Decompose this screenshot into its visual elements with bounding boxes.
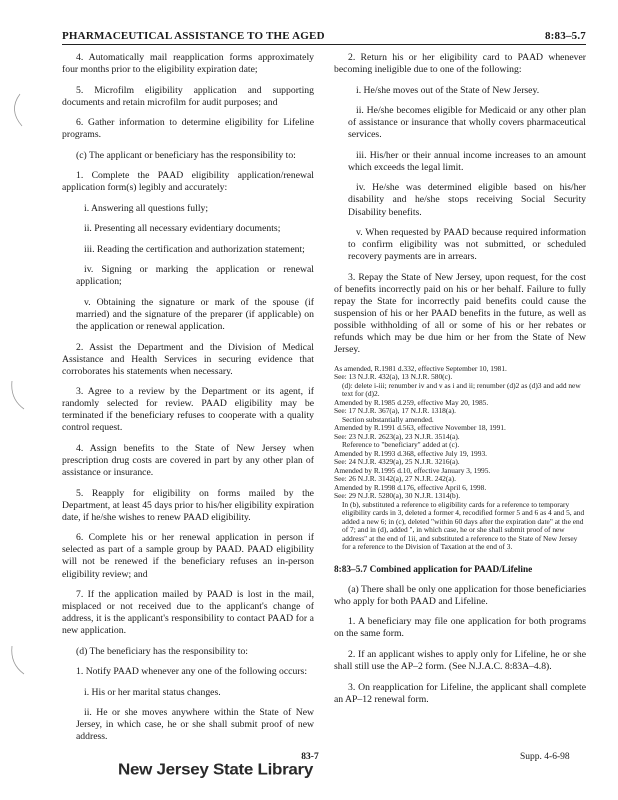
- paragraph: 5. Microfilm eligibility application and supporting documents and retain microfilm for audit purposes; and: [62, 84, 314, 108]
- binding-mark: [6, 90, 26, 130]
- history-line: See: 29 N.J.R. 5280(a), 30 N.J.R. 1314(b).: [334, 491, 461, 501]
- paragraph: 1. Notify PAAD whenever any one of the following occurs:: [76, 666, 308, 678]
- paragraph: 3. Repay the State of New Jersey, upon request, for the cost of benefits incorrectly paid on his or her behalf. Failure to fully repay the State for incorrectly paid benefits could cause the suspension of his or her PAAD benefits in the future, as well as possible withholding of all or some of his or her rebates or refunds which may be due him or her from the State of New Jersey.: [334, 271, 586, 356]
- history-line: Section substantially amended.: [342, 414, 434, 424]
- paragraph: 1. A beneficiary may file one application for both programs on the same form.: [334, 616, 586, 640]
- header-title: PHARMACEUTICAL ASSISTANCE TO THE AGED: [62, 30, 325, 42]
- left-column: [62, 52, 314, 752]
- paragraph: iii. Reading the certification and authorization statement;: [84, 243, 305, 255]
- supplement-date: Supp. 4-6-98: [520, 752, 570, 762]
- history-line: Amended by R.1995 d.10, effective January 3, 1995.: [334, 465, 491, 475]
- history-line: See: 17 N.J.R. 367(a), 17 N.J.R. 1318(a).: [334, 406, 456, 416]
- paragraph: 2. Assist the Department and the Division of Medical Assistance and Health Services in securing evidence that corroborates his statements when necessary.: [62, 341, 314, 377]
- paragraph: 3. On reapplication for Lifeline, the applicant shall complete an AP–12 renewal form.: [334, 681, 586, 705]
- history-line: See: 24 N.J.R. 4329(a), 25 N.J.R. 3216(a).: [334, 457, 460, 467]
- paragraph: ii. Presenting all necessary evidentiary documents;: [84, 223, 281, 235]
- binding-mark: [6, 640, 26, 680]
- paragraph: iv. Signing or marking the application or renewal application;: [76, 264, 314, 288]
- history-line: Amended by R.1985 d.259, effective May 20, 1985.: [334, 397, 489, 407]
- paragraph: ii. He or she moves anywhere within the State of New Jersey, in which case, he or she shall submit proof of new address.: [76, 707, 314, 743]
- paragraph: 1. Complete the PAAD eligibility application/renewal application form(s) legibly and accurately:: [62, 170, 314, 194]
- paragraph: iii. His/her or their annual income increases to an amount which exceeds the legal limit.: [348, 149, 586, 173]
- history-line: Amended by R.1998 d.176, effective April 6, 1998.: [334, 482, 487, 492]
- paragraph: 6. Complete his or her renewal application in person if selected as part of a sample group by PAAD. PAAD eligibility will not be renewed if the beneficiary refuses an in-person eligibility review; and: [62, 532, 314, 580]
- paragraph: i. Answering all questions fully;: [84, 202, 209, 214]
- paragraph: ii. He/she becomes eligible for Medicaid or any other plan of assistance or insurance that wholly covers pharmaceutical services.: [348, 105, 586, 141]
- amendment-history: [334, 365, 586, 552]
- paragraph: 4. Automatically mail reapplication forms approximately four months prior to the eligibility expiration date;: [62, 52, 314, 76]
- paragraph: i. His or her marital status changes.: [84, 686, 221, 698]
- paragraph: iv. He/she was determined eligible based on his/her disability and he/she stops receiving Social Security Disability benefits.: [348, 182, 586, 218]
- paragraph: (c) The applicant or beneficiary has the responsibility to:: [76, 149, 296, 161]
- history-line: Amended by R.1991 d.563, effective November 18, 1991.: [334, 423, 506, 433]
- paragraph: v. Obtaining the signature or mark of the spouse (if married) and the signature of the preparer (if applicable) on the application or renewal application.: [76, 296, 314, 333]
- binding-mark: [6, 375, 26, 415]
- paragraph: v. When requested by PAAD because required information to confirm eligibility was not submitted, or scheduled recovery payments are in arrears.: [348, 226, 586, 263]
- history-line: See: 26 N.J.R. 3142(a), 27 N.J.R. 242(a).: [334, 474, 456, 484]
- paragraph: 3. Agree to a review by the Department or its agent, if randomly selected for review. PAAD eligibility may be terminated if the beneficiary refuses to cooperate with a quality control request.: [62, 386, 314, 434]
- paragraph: (a) There shall be only one application for those beneficiaries who apply for both PAAD and Lifeline.: [334, 583, 586, 607]
- paragraph: 7. If the application mailed by PAAD is lost in the mail, misplaced or not received due to the applicant's change of address, it is the applicant's responsibility to contact PAAD for a new application.: [62, 589, 314, 637]
- paragraph: i. He/she moves out of the State of New Jersey.: [356, 84, 540, 96]
- history-line: See: 23 N.J.R. 2623(a), 23 N.J.R. 3514(a).: [334, 431, 460, 441]
- history-line: In (b), substituted a reference to eligibility cards for a reference to temporary eligibility cards in 3, deleted a former 4, recodified former 5 and 6 as 4 and 5, and added a new 6; in (c), deleted "within 60 days after the expiration date" at the end of 7; and in (d), added ", in which case, he or she shall submit proof of new address" at the end of 1ii, and substituted a reference to the State of New Jersey for a reference to the Division of Taxation at the end of 3.: [342, 499, 585, 552]
- history-line: (d): delete i-iii; renumber iv and v as i and ii; renumber (d)2 as (d)3 and add new text for (d)2.: [342, 380, 581, 399]
- paragraph: (d) The beneficiary has the responsibility to:: [76, 645, 248, 657]
- running-header: [62, 30, 586, 45]
- library-stamp: New Jersey State Library: [118, 761, 314, 779]
- paragraph: 2. Return his or her eligibility card to PAAD whenever becoming ineligible due to one of the following:: [334, 52, 586, 76]
- paragraph: 4. Assign benefits to the State of New Jersey when prescription drug costs are covered in part by any other plan of assistance or insurance.: [62, 442, 314, 479]
- header-section: 8:83–5.7: [544, 30, 586, 42]
- history-line: See: 13 N.J.R. 432(a), 13 N.J.R. 580(c).: [334, 372, 453, 382]
- history-line: Reference to "beneficiary" added at (c).: [342, 440, 460, 450]
- right-column: [334, 52, 586, 714]
- history-line: Amended by R.1993 d.368, effective July 19, 1993.: [334, 448, 487, 458]
- section-heading: 8:83–5.7 Combined application for PAAD/Lifeline: [334, 564, 533, 575]
- paragraph: 6. Gather information to determine eligibility for Lifeline programs.: [62, 117, 314, 141]
- paragraph: 5. Reapply for eligibility on forms mailed by the Department, at least 45 days prior to his/her eligibility expiration date, if he/she wishes to renew PAAD eligibility.: [62, 487, 314, 523]
- history-line: As amended, R.1981 d.332, effective September 10, 1981.: [334, 363, 507, 373]
- page-number: 83-7: [301, 752, 319, 762]
- paragraph: 2. If an applicant wishes to apply only for Lifeline, he or she shall still use the AP–2 form. (See N.J.A.C. 8:83A–4.8).: [334, 648, 586, 673]
